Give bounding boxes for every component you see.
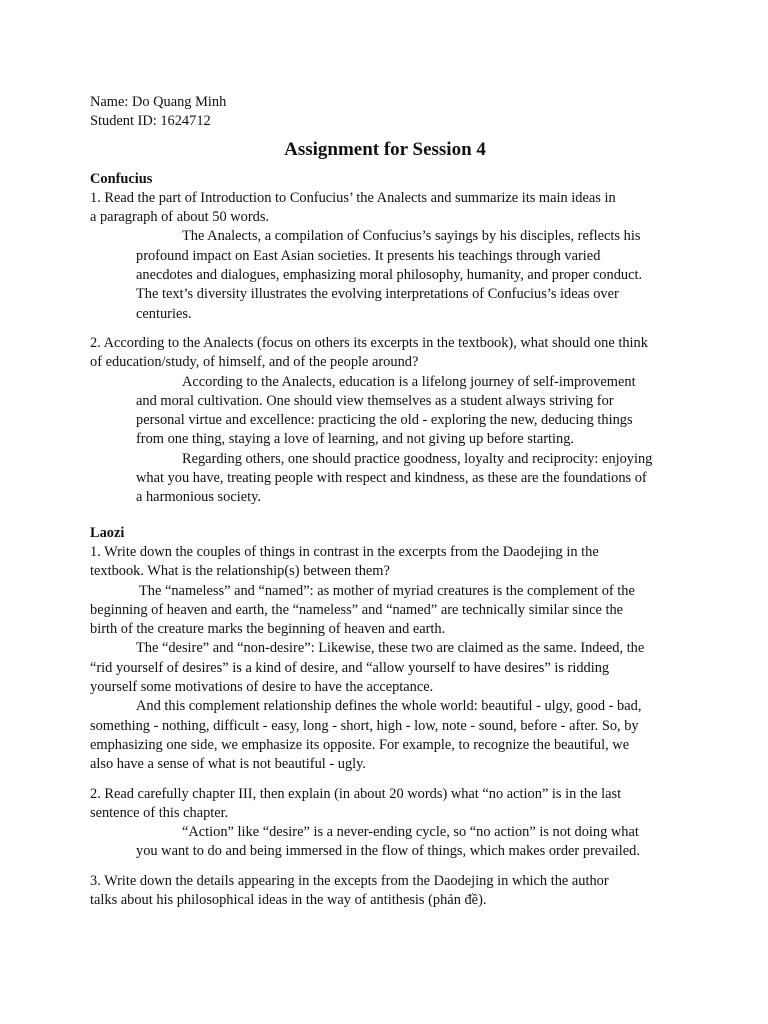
student-id: Student ID: 1624712	[90, 113, 211, 130]
answer-line: personal virtue and excellence: practicing the old - exploring the new, deducing things	[136, 412, 633, 429]
answer-line: profound impact on East Asian societies. It presents his teachings through varied	[136, 247, 601, 264]
question-line: 1. Read the part of Introduction to Confucius’ the Analects and summarize its main ideas in	[90, 189, 616, 206]
answer-line: emphasizing one side, we emphasize its opposite. For example, to recognize the beautiful, we	[90, 736, 630, 753]
answer-line: According to the Analects, education is a lifelong journey of self-improvement	[182, 373, 636, 390]
assignment-title: Assignment for Session 4	[284, 138, 486, 160]
answer-line: and moral cultivation. One should view themselves as a student always striving for	[136, 392, 614, 409]
confucius-answer-1	[90, 227, 680, 323]
answer-line: centuries.	[136, 305, 192, 322]
answer-line: The text’s diversity illustrates the evolving interpretations of Confucius’s ideas over	[136, 286, 619, 303]
answer-line: beginning of heaven and earth, the “nameless” and “named” are technically similar since the	[90, 601, 624, 618]
question-line: sentence of this chapter.	[90, 804, 229, 821]
question-line: 2. Read carefully chapter III, then explain (in about 20 words) what “no action” is in the last	[90, 785, 622, 802]
answer-line: yourself some motivations of desire to have the acceptance.	[90, 679, 434, 696]
section-heading-laozi: Laozi	[90, 524, 125, 541]
question-line: of education/study, of himself, and of the people around?	[90, 354, 419, 371]
answer-line: “Action” like “desire” is a never-ending cycle, so “no action” is not doing what	[182, 824, 639, 841]
answer-line: from one thing, staying a love of learning, and not giving up before starting.	[136, 431, 575, 448]
confucius-question-1	[90, 189, 680, 228]
confucius-answer-2	[90, 373, 680, 508]
answer-line: The Analects, a compilation of Confucius’s sayings by his disciples, reflects his	[182, 228, 641, 245]
laozi-question-2	[90, 785, 680, 824]
laozi-question-1	[90, 543, 680, 582]
answer-line: something - nothing, difficult - easy, long - short, high - low, note - sound, before - after. So, by	[90, 717, 639, 734]
answer-line: Regarding others, one should practice goodness, loyalty and reciprocity: enjoying	[182, 450, 653, 467]
answer-line: a harmonious society.	[136, 489, 261, 506]
question-line: textbook. What is the relationship(s) between them?	[90, 563, 390, 580]
answer-line: also have a sense of what is not beautiful - ugly.	[90, 756, 367, 773]
question-line: a paragraph of about 50 words.	[90, 209, 270, 226]
answer-line: And this complement relationship defines the whole world: beautiful - ulgy, good - bad,	[136, 698, 642, 715]
laozi-answer-2	[90, 823, 680, 862]
confucius-question-2	[90, 334, 680, 373]
question-line: 3. Write down the details appearing in the excepts from the Daodejing in which the author	[90, 872, 609, 889]
laozi-answer-1	[90, 582, 680, 775]
document-body	[90, 93, 680, 910]
answer-line: anecdotes and dialogues, emphasizing moral philosophy, humanity, and proper conduct.	[136, 267, 643, 284]
section-heading-confucius: Confucius	[90, 170, 153, 187]
question-line: 2. According to the Analects (focus on others its excerpts in the textbook), what should one think	[90, 334, 648, 351]
laozi-question-3	[90, 872, 680, 911]
answer-line: birth of the creature marks the beginning of heaven and earth.	[90, 621, 446, 638]
question-line: talks about his philosophical ideas in the way of antithesis (phản đề).	[90, 891, 487, 908]
answer-line: “rid yourself of desires” is a kind of desire, and “allow yourself to have desires” is ridding	[90, 659, 610, 676]
answer-line: The “desire” and “non-desire”: Likewise, these two are claimed as the same. Indeed, the	[136, 640, 645, 657]
answer-line: The “nameless” and “named”: as mother of myriad creatures is the complement of the	[139, 582, 635, 599]
student-name: Name: Do Quang Minh	[90, 94, 227, 110]
answer-line: what you have, treating people with respect and kindness, as these are the foundations of	[136, 470, 647, 487]
question-line: 1. Write down the couples of things in contrast in the excerpts from the Daodejing in the	[90, 543, 599, 560]
answer-line: you want to do and being immersed in the flow of things, which makes order prevailed.	[136, 843, 640, 860]
